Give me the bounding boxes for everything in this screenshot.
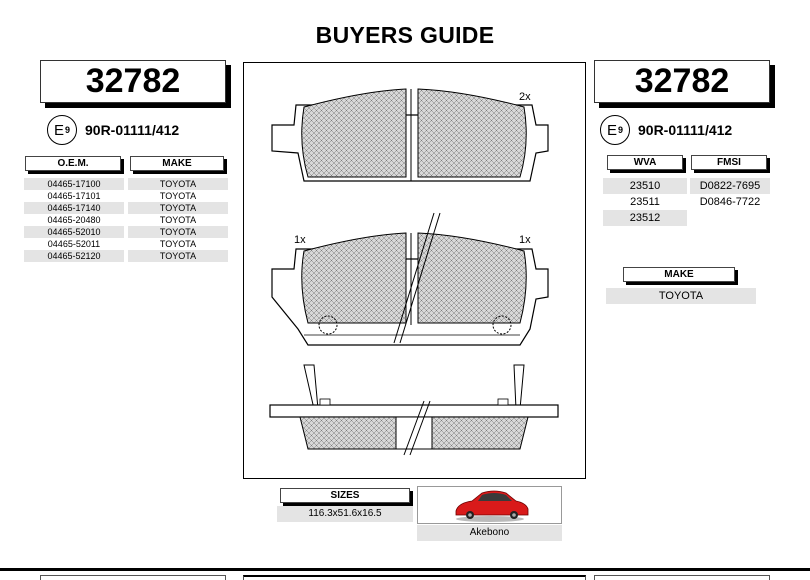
brand-name: Akebono	[417, 525, 562, 541]
brake-pad-diagram	[244, 63, 584, 477]
make-cell: TOYOTA	[159, 239, 197, 249]
make-header: MAKE	[130, 156, 224, 171]
oem-cell: 04465-17101	[47, 191, 101, 201]
certification-left	[47, 115, 179, 145]
page-title: BUYERS GUIDE	[315, 22, 495, 48]
wva-cell: 23512	[603, 210, 687, 226]
certification-code: 90R-01111/412	[85, 122, 180, 138]
e-mark-icon: E 9	[600, 115, 630, 145]
wva-cell: 23511	[630, 196, 660, 208]
make-header-right: MAKE	[623, 267, 735, 282]
sizes-value: 116.3x51.6x16.5	[277, 506, 413, 522]
next-page-box-center	[243, 575, 586, 580]
oem-cell: 04465-20480	[47, 215, 101, 225]
make-cell: TOYOTA	[159, 191, 197, 201]
label-1x-right: 1x	[519, 234, 531, 246]
e-mark-icon: E 9	[47, 115, 77, 145]
make-value-right: TOYOTA	[606, 288, 756, 304]
oem-header: O.E.M.	[25, 156, 121, 171]
pad-side-profile	[270, 365, 558, 455]
oem-cell: 04465-17100	[24, 178, 124, 190]
page-divider	[0, 568, 810, 571]
make-cell: TOYOTA	[128, 250, 228, 262]
oem-cell: 04465-17140	[24, 202, 124, 214]
make-cell: TOYOTA	[128, 178, 228, 190]
certification-code: 90R-01111/412	[638, 122, 733, 138]
next-page-box-left	[40, 575, 226, 580]
label-1x-left: 1x	[294, 234, 306, 246]
make-cell: TOYOTA	[128, 226, 228, 238]
pad-top	[272, 89, 548, 181]
wva-cell: 23510	[603, 178, 687, 194]
wva-header: WVA	[607, 155, 683, 170]
fmsi-cell: D0846-7722	[699, 196, 761, 208]
part-number-left: 32782	[40, 60, 226, 103]
part-number-right: 32782	[594, 60, 770, 103]
brand-image-frame	[417, 486, 562, 524]
fmsi-cell: D0822-7695	[690, 178, 770, 194]
make-cell: TOYOTA	[128, 202, 228, 214]
make-cell: TOYOTA	[159, 215, 197, 225]
oem-cell: 04465-52120	[24, 250, 124, 262]
pad-middle	[272, 213, 548, 345]
label-2x: 2x	[519, 91, 531, 103]
brake-pad-drawing	[243, 62, 586, 479]
next-page-box-right	[594, 575, 770, 580]
certification-right	[600, 115, 732, 145]
sizes-header: SIZES	[280, 488, 410, 503]
fmsi-header: FMSI	[691, 155, 767, 170]
oem-cell: 04465-52010	[24, 226, 124, 238]
red-car-icon	[418, 487, 561, 523]
oem-cell: 04465-52011	[47, 239, 101, 249]
